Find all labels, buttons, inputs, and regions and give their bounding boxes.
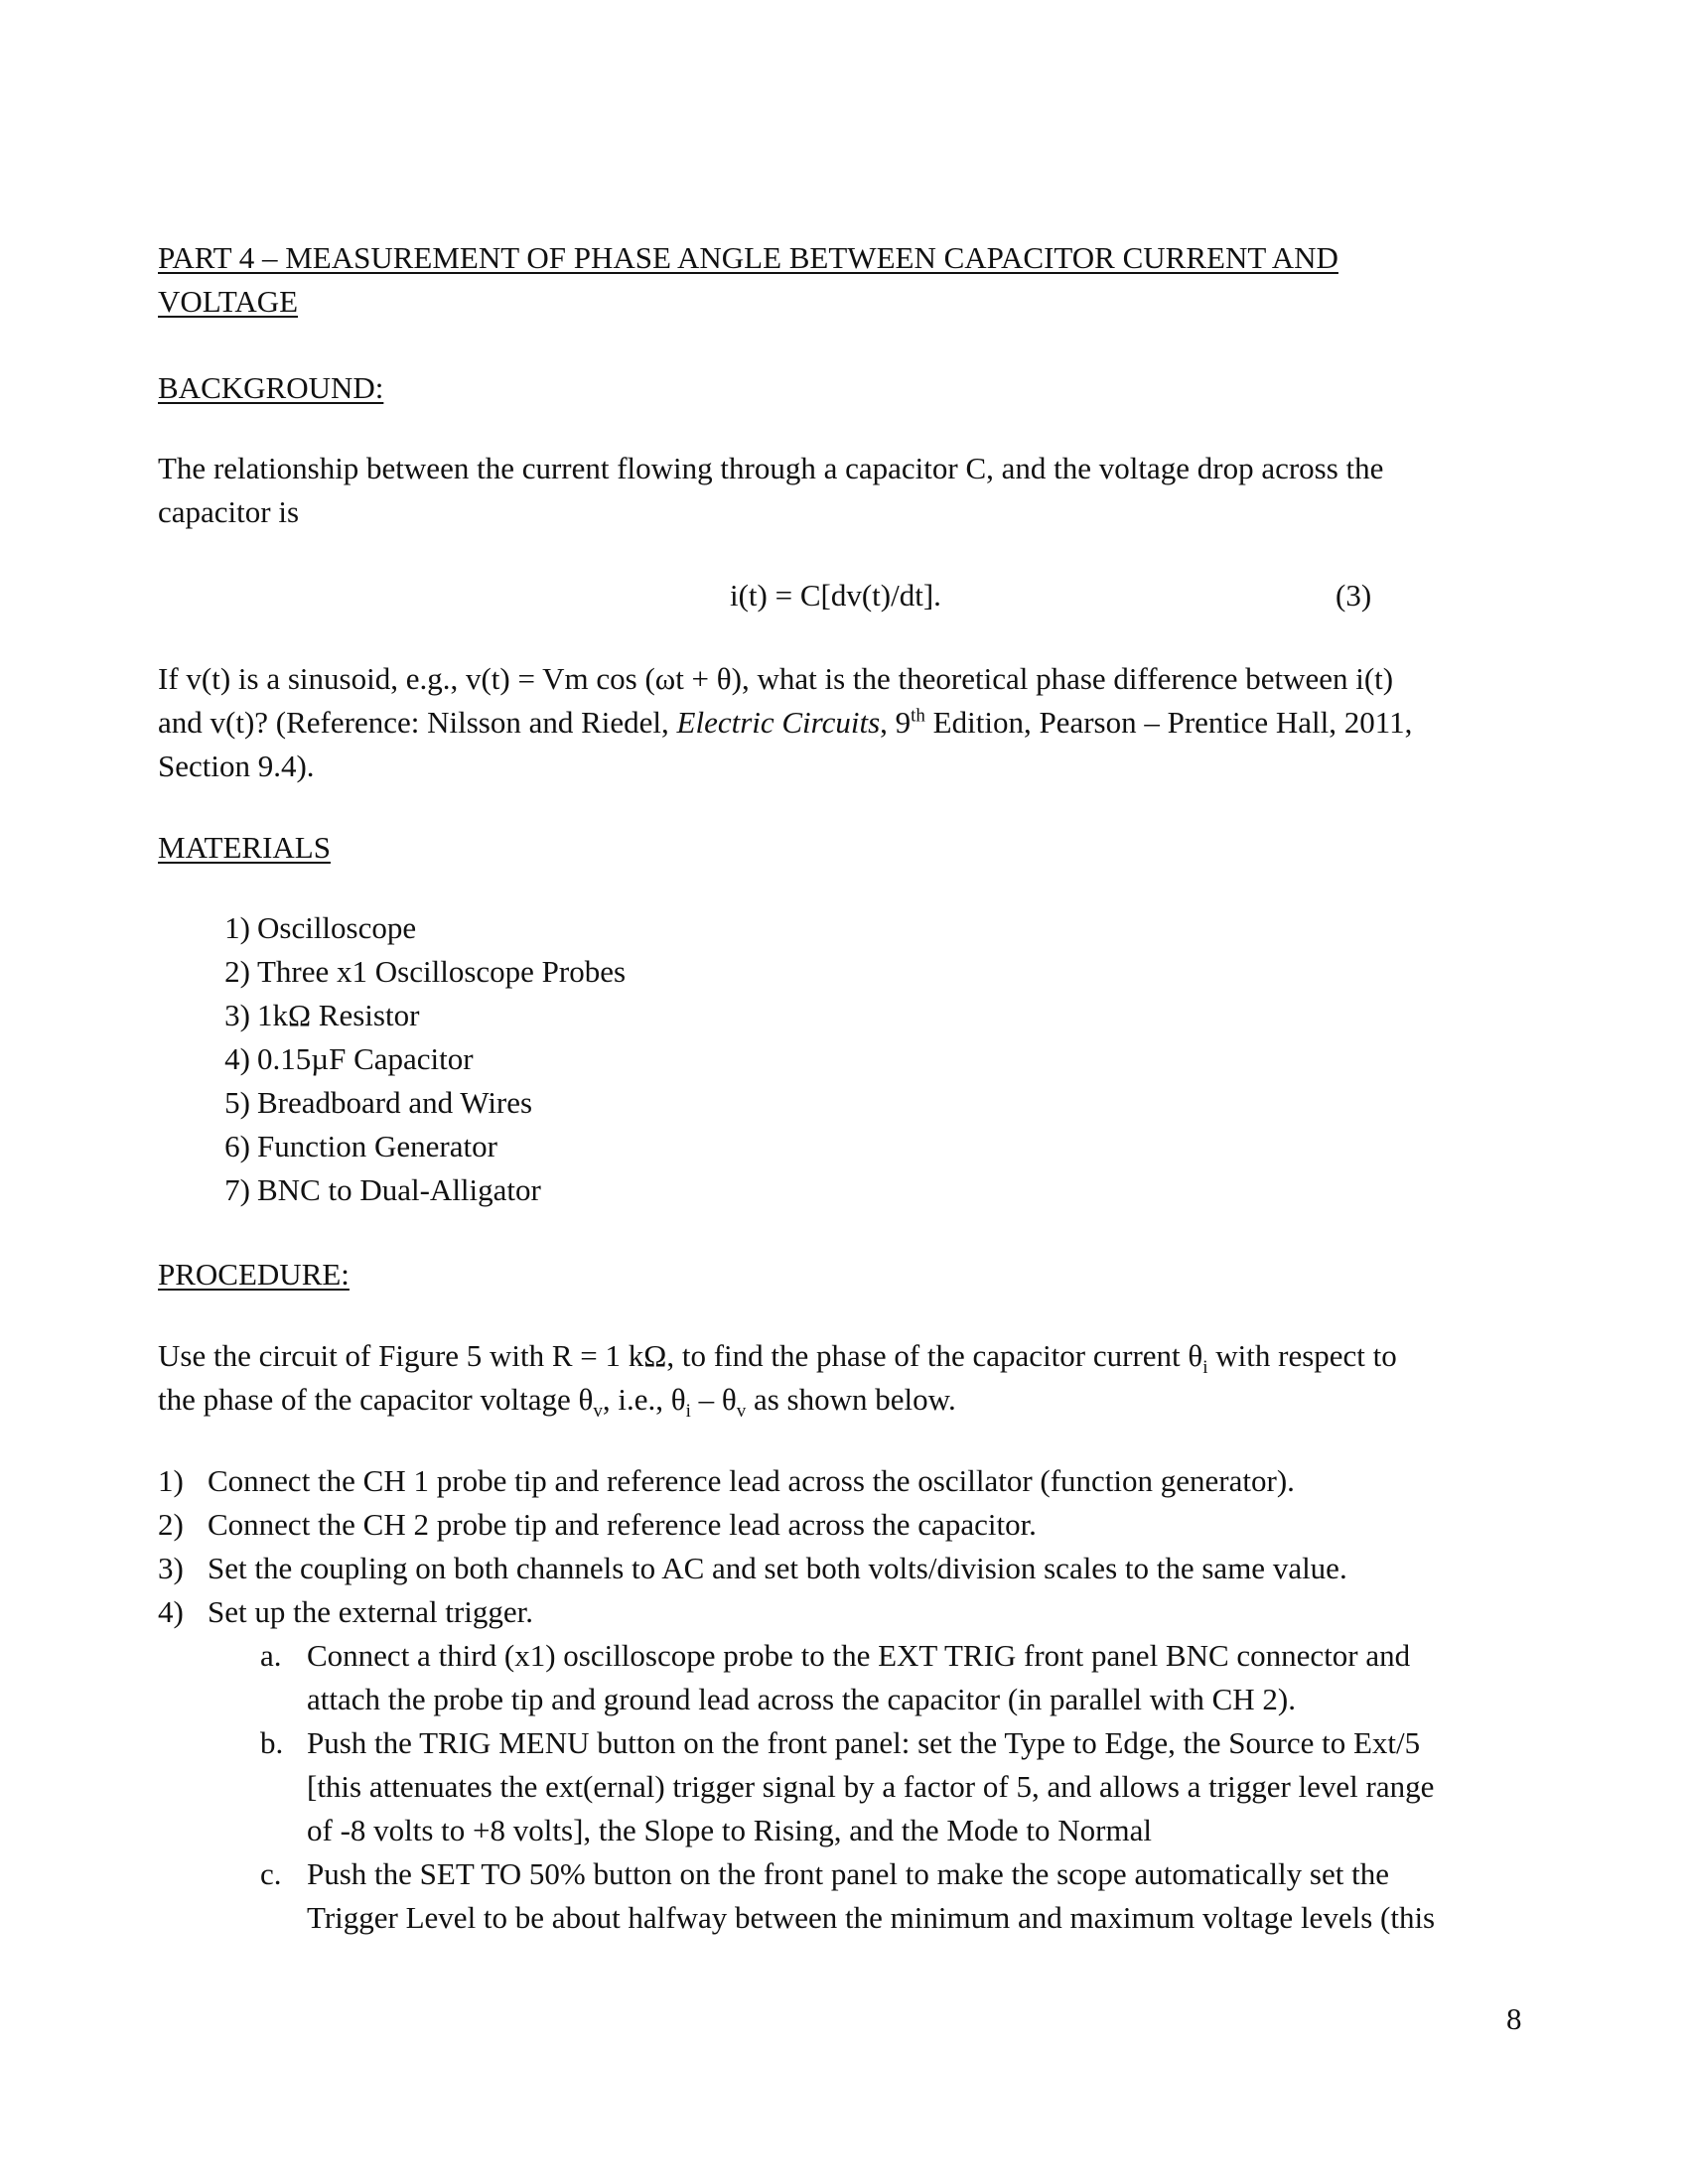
question-line2-part-a: and v(t)? (Reference: Nilsson and Riedel, [158, 705, 677, 740]
background-intro-line2: capacitor is [158, 494, 300, 529]
materials-item-number: 2) [224, 954, 250, 989]
procedure-substep-letter: c. [260, 1856, 282, 1891]
procedure-substep-letter: a. [260, 1638, 282, 1673]
materials-item-number: 1) [224, 910, 250, 945]
part-title-line1: PART 4 – MEASUREMENT OF PHASE ANGLE BETWEEN CAPACITOR CURRENT AND [158, 240, 1338, 275]
procedure-intro-line2 [158, 1378, 956, 1422]
procedure-intro-text: , i.e., θ [602, 1382, 686, 1417]
materials-item-text: Three x1 Oscilloscope Probes [257, 954, 627, 989]
question-line2 [158, 701, 1412, 745]
materials-item-number: 3) [224, 998, 250, 1032]
procedure-step-number: 3) [158, 1551, 184, 1585]
materials-heading: MATERIALS [158, 830, 331, 865]
procedure-substep-line: of -8 volts to +8 volts], the Slope to Rising, and the Mode to Normal [307, 1813, 1152, 1847]
procedure-step-text: Set up the external trigger. [208, 1594, 533, 1629]
materials-item-number: 6) [224, 1129, 250, 1163]
procedure-substep-line: attach the probe tip and ground lead across the capacitor (in parallel with CH 2). [307, 1682, 1296, 1716]
procedure-substep-line: [this attenuates the ext(ernal) trigger signal by a factor of 5, and allows a trigger level range [307, 1769, 1435, 1804]
materials-item-number: 4) [224, 1041, 250, 1076]
procedure-substep-line: Push the SET TO 50% button on the front panel to make the scope automatically set the [307, 1856, 1389, 1891]
equation-number: (3) [1336, 578, 1372, 613]
background-heading: BACKGROUND: [158, 370, 384, 405]
book-title: Electric Circuits [676, 705, 881, 740]
procedure-intro-line1 [158, 1334, 1397, 1378]
procedure-substep-line: Connect a third (x1) oscilloscope probe to the EXT TRIG front panel BNC connector and [307, 1638, 1411, 1673]
materials-item-text: BNC to Dual-Alligator [257, 1172, 541, 1207]
procedure-intro-text: Use the circuit of Figure 5 with R = 1 kΩ, to find the phase of the capacitor current θ [158, 1338, 1203, 1373]
edition-superscript: th [911, 705, 925, 727]
procedure-substep-line: Trigger Level to be about halfway between the minimum and maximum voltage levels (this [307, 1900, 1436, 1935]
background-intro-line1: The relationship between the current flowing through a capacitor C, and the voltage drop across the [158, 451, 1384, 485]
materials-item-text: 0.15µF Capacitor [257, 1041, 474, 1076]
materials-item-text: 1kΩ Resistor [257, 998, 420, 1032]
subscript-i: i [685, 1401, 691, 1423]
question-line2-part-c: Edition, Pearson – Prentice Hall, 2011, [924, 705, 1413, 740]
procedure-step-text: Set the coupling on both channels to AC and set both volts/division scales to the same value. [208, 1551, 1347, 1585]
materials-item-text: Oscilloscope [257, 910, 417, 945]
procedure-step-number: 4) [158, 1594, 184, 1629]
subscript-v: v [593, 1401, 603, 1423]
subscript-v: v [736, 1401, 747, 1423]
procedure-intro-text: with respect to [1207, 1338, 1397, 1373]
materials-item-number: 7) [224, 1172, 250, 1207]
subscript-i: i [1202, 1357, 1208, 1379]
page-number: 8 [1506, 2001, 1522, 2036]
materials-item-text: Breadboard and Wires [257, 1085, 533, 1120]
materials-item-text: Function Generator [257, 1129, 497, 1163]
procedure-intro-text: – θ [690, 1382, 737, 1417]
part-title-line2: VOLTAGE [158, 284, 299, 319]
procedure-step-text: Connect the CH 1 probe tip and reference lead across the oscillator (function generator). [208, 1463, 1295, 1498]
procedure-step-number: 1) [158, 1463, 184, 1498]
procedure-substep-line: Push the TRIG MENU button on the front panel: set the Type to Edge, the Source to Ext/5 [307, 1725, 1421, 1760]
procedure-step-number: 2) [158, 1507, 184, 1542]
question-line1: If v(t) is a sinusoid, e.g., v(t) = Vm cos (ωt + θ), what is the theoretical phase difference between i(t) [158, 661, 1394, 696]
equation: i(t) = C[dv(t)/dt]. [730, 578, 941, 613]
procedure-intro-text: the phase of the capacitor voltage θ [158, 1382, 594, 1417]
procedure-step-text: Connect the CH 2 probe tip and reference lead across the capacitor. [208, 1507, 1037, 1542]
procedure-heading: PROCEDURE: [158, 1257, 350, 1292]
procedure-substep-letter: b. [260, 1725, 284, 1760]
question-line3: Section 9.4). [158, 749, 315, 783]
procedure-intro-text: as shown below. [746, 1382, 956, 1417]
materials-item-number: 5) [224, 1085, 250, 1120]
question-line2-part-b: , 9 [880, 705, 912, 740]
